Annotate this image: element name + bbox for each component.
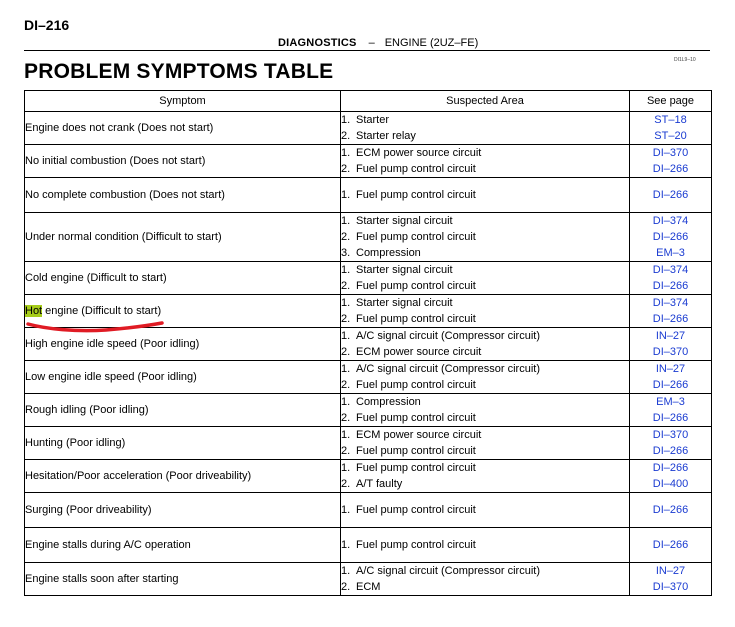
area-item: 2. Fuel pump control circuit [341,379,476,391]
area-item: 1. Starter signal circuit [341,215,453,227]
area-item: 2. Fuel pump control circuit [341,231,476,243]
symptom-cell: Cold engine (Difficult to start) [25,262,341,295]
see-page-cell [630,145,712,178]
symptom-cell: Engine does not crank (Does not start) [25,112,341,145]
page-link[interactable]: DI–370 [652,346,689,358]
table-header-row [25,91,712,112]
section-title: DIAGNOSTICS [278,37,357,49]
page-link[interactable]: DI–370 [652,147,689,159]
area-item: 2. ECM [341,581,381,593]
suspected-area-cell [341,328,630,361]
page-title: PROBLEM SYMPTOMS TABLE [24,60,334,83]
see-page-cell [630,295,712,328]
area-item: 2. ECM power source circuit [341,346,482,358]
page-link[interactable]: DI–370 [652,581,689,593]
symptom-cell: Rough idling (Poor idling) [25,394,341,427]
page-link[interactable]: EM–3 [656,247,685,259]
table-row [25,262,712,295]
area-item: 1. Fuel pump control circuit [341,189,476,201]
area-item: 1. Fuel pump control circuit [341,539,476,551]
page-link[interactable]: DI–266 [652,231,689,243]
see-page-cell [630,262,712,295]
suspected-area-cell [341,427,630,460]
suspected-area-cell [341,493,630,528]
suspected-area-cell [341,460,630,493]
suspected-area-cell [341,295,630,328]
table-row [25,528,712,563]
symptom-text: engine (Difficult to start) [42,305,162,317]
page-link[interactable]: DI–374 [652,215,689,227]
suspected-area-cell [341,112,630,145]
area-item: 1. Starter [341,114,390,126]
page-link[interactable]: IN–27 [655,565,686,577]
area-item: 1. ECM power source circuit [341,147,482,159]
section-separator: – [368,37,375,49]
document-code: DI1L9–10 [674,57,696,63]
area-item: 2. Fuel pump control circuit [341,280,476,292]
area-item: 1. Compression [341,396,421,408]
suspected-area-cell [341,213,630,262]
page-link[interactable]: DI–266 [652,280,689,292]
page-link[interactable]: DI–266 [652,504,689,516]
page-link[interactable]: DI–370 [652,429,689,441]
see-page-cell [630,493,712,528]
symptom-cell: No initial combustion (Does not start) [25,145,341,178]
area-item: 2. Fuel pump control circuit [341,412,476,424]
area-item: 1. Fuel pump control circuit [341,462,476,474]
column-header-see-page: See page [630,91,712,112]
area-item: 2. Fuel pump control circuit [341,313,476,325]
table-row [25,493,712,528]
page-number: DI–216 [24,17,70,33]
table-row [25,112,712,145]
page-link[interactable]: ST–18 [654,114,687,126]
table-row [25,563,712,596]
section-subtitle: ENGINE (2UZ–FE) [384,37,479,49]
see-page-cell [630,328,712,361]
symptom-cell: Hunting (Poor idling) [25,427,341,460]
see-page-cell [630,213,712,262]
table-row [25,427,712,460]
page-link[interactable]: IN–27 [655,330,686,342]
symptom-cell: Low engine idle speed (Poor idling) [25,361,341,394]
suspected-area-cell [341,563,630,596]
suspected-area-cell [341,528,630,563]
page-link[interactable]: DI–266 [652,163,689,175]
page-link[interactable]: DI–266 [652,445,689,457]
page-link[interactable]: DI–374 [652,264,689,276]
header-rule [24,50,710,51]
page-link[interactable]: DI–266 [652,313,689,325]
area-item: 2. Fuel pump control circuit [341,163,476,175]
area-item: 1. Fuel pump control circuit [341,504,476,516]
problem-symptoms-table [24,90,712,596]
suspected-area-cell [341,394,630,427]
page-link[interactable]: ST–20 [654,130,687,142]
symptom-cell: Engine stalls during A/C operation [25,528,341,563]
table-row [25,394,712,427]
suspected-area-cell [341,361,630,394]
symptom-cell: High engine idle speed (Poor idling) [25,328,341,361]
page-link[interactable]: DI–266 [652,462,689,474]
table-row [25,460,712,493]
page-link[interactable]: EM–3 [656,396,685,408]
symptom-cell: Hesitation/Poor acceleration (Poor driveability) [25,460,341,493]
see-page-cell [630,528,712,563]
see-page-cell [630,361,712,394]
see-page-cell [630,563,712,596]
see-page-cell [630,178,712,213]
page-link[interactable]: DI–266 [652,539,689,551]
suspected-area-cell [341,262,630,295]
table-row [25,213,712,262]
section-header [278,37,478,49]
area-item: 2. Starter relay [341,130,416,142]
area-item: 2. A/T faulty [341,478,403,490]
see-page-cell [630,394,712,427]
table-row [25,295,712,328]
table-row [25,361,712,394]
area-item: 1. A/C signal circuit (Compressor circuit) [341,330,540,342]
column-header-symptom: Symptom [25,91,341,112]
area-item: 1. A/C signal circuit (Compressor circuit) [341,363,540,375]
table-row [25,145,712,178]
page-link[interactable]: DI–266 [652,412,689,424]
area-item: 1. A/C signal circuit (Compressor circuit) [341,565,540,577]
symptom-cell: Under normal condition (Difficult to start) [25,213,341,262]
see-page-cell [630,460,712,493]
page-link[interactable]: DI–266 [652,379,689,391]
table-row [25,328,712,361]
area-item: 2. Fuel pump control circuit [341,445,476,457]
page-link[interactable]: IN–27 [655,363,686,375]
symptom-cell [25,295,341,328]
symptom-cell: No complete combustion (Does not start) [25,178,341,213]
highlighted-word: Hot [25,305,43,317]
page-link[interactable]: DI–266 [652,189,689,201]
suspected-area-cell [341,178,630,213]
symptom-cell: Engine stalls soon after starting [25,563,341,596]
column-header-suspected-area: Suspected Area [341,91,630,112]
see-page-cell [630,112,712,145]
table-row [25,178,712,213]
area-item: 1. Starter signal circuit [341,297,453,309]
page-link[interactable]: DI–374 [652,297,689,309]
area-item: 1. Starter signal circuit [341,264,453,276]
symptom-cell: Surging (Poor driveability) [25,493,341,528]
area-item: 1. ECM power source circuit [341,429,482,441]
suspected-area-cell [341,145,630,178]
page-link[interactable]: DI–400 [652,478,689,490]
area-item: 3. Compression [341,247,421,259]
see-page-cell [630,427,712,460]
